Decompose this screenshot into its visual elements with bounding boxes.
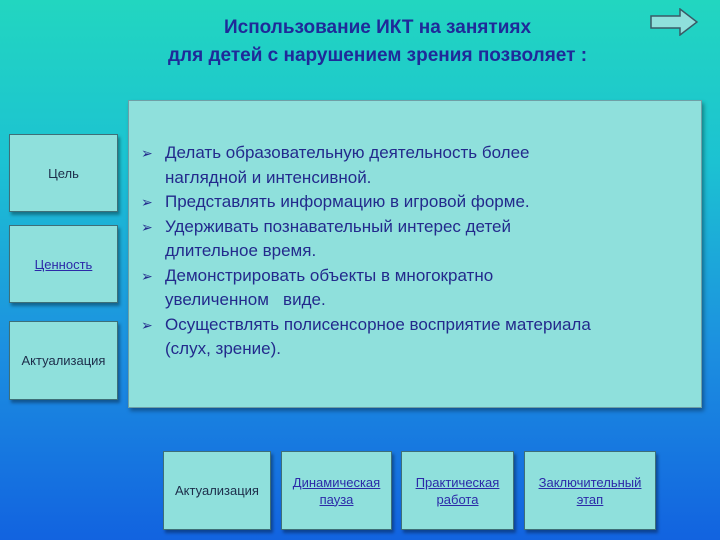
list-item: ➢ Представлять информацию в игровой форме. — [141, 190, 686, 215]
arrow-bullet-icon: ➢ — [141, 145, 153, 161]
dynamic-pause-button[interactable] — [281, 451, 392, 530]
next-slide-arrow-icon[interactable] — [650, 8, 698, 36]
arrow-bullet-icon: ➢ — [141, 194, 153, 210]
value-button-label: Ценность — [34, 256, 93, 272]
practical-work-button[interactable] — [401, 451, 514, 530]
actualization-side-button-label: Актуализация — [21, 353, 106, 368]
page-title — [90, 14, 665, 70]
title-line-1: Использование ИКТ на занятиях — [223, 17, 532, 38]
list-item: ➢ Демонстрировать объекты в многократно увеличенном виде. — [141, 265, 494, 309]
benefits-list — [141, 141, 686, 362]
final-stage-button[interactable] — [524, 451, 656, 530]
value-button[interactable] — [9, 225, 118, 303]
list-item: ➢ Делать образовательную деятельность более наглядной и интенсивной. — [141, 143, 530, 187]
actualization-side-button[interactable] — [9, 321, 118, 400]
final-stage-label: Заключительный этап — [538, 474, 642, 507]
dynamic-pause-label: Динамическая пауза — [292, 474, 381, 507]
list-item: ➢ Осуществлять полисенсорное восприятие материала (слух, зрение). — [141, 314, 591, 358]
title-line-2: для детей с нарушением зрения позволяет : — [167, 45, 588, 66]
arrow-bullet-icon: ➢ — [141, 218, 153, 235]
actualization-bottom-button[interactable] — [163, 451, 271, 530]
arrow-bullet-icon: ➢ — [141, 316, 153, 333]
arrow-bullet-icon: ➢ — [141, 267, 153, 284]
goal-button[interactable] — [9, 134, 118, 212]
list-item: ➢ Удерживать познавательный интерес детей длительное время. — [141, 216, 511, 260]
goal-button-label: Цель — [48, 165, 79, 181]
actualization-bottom-label: Актуализация — [175, 483, 259, 498]
content-panel — [128, 100, 702, 408]
practical-work-label: Практическая работа — [415, 474, 500, 507]
